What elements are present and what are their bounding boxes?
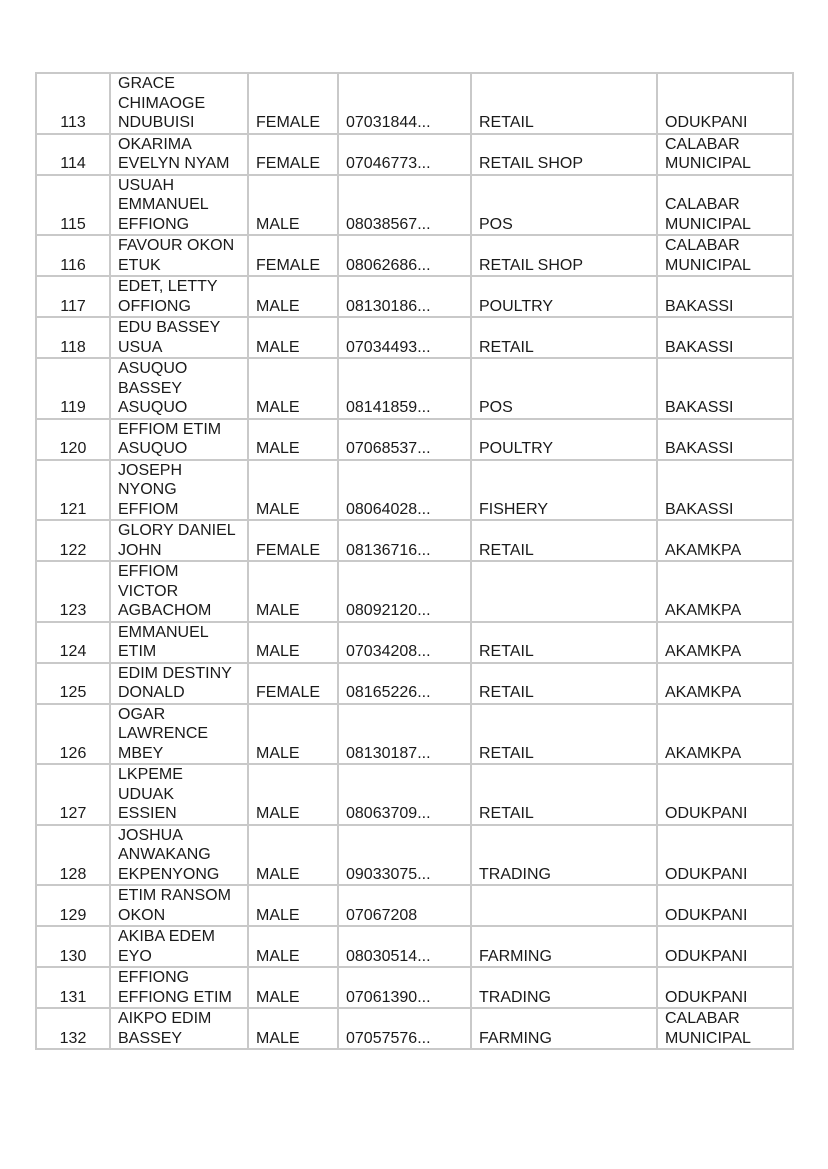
name-cell bbox=[110, 561, 248, 622]
phone-cell bbox=[338, 825, 471, 886]
lga-cell bbox=[657, 134, 793, 175]
table-row bbox=[36, 764, 793, 825]
business-cell-text: FARMING bbox=[479, 1029, 552, 1047]
phone-cell bbox=[338, 73, 471, 134]
lga-cell-text: AKAMKPA bbox=[665, 602, 742, 619]
lga-cell-text: ODUKPANI bbox=[665, 947, 748, 965]
lga-cell-text: CALABAR MUNICIPAL bbox=[665, 1010, 751, 1047]
lga-cell-text: BAKASSI bbox=[665, 338, 734, 356]
row-number-cell bbox=[36, 276, 110, 317]
name-cell bbox=[110, 235, 248, 276]
lga-cell-text: CALABAR MUNICIPAL bbox=[665, 196, 751, 233]
gender-cell-text: MALE bbox=[256, 602, 300, 619]
lga-cell bbox=[657, 235, 793, 276]
business-cell bbox=[471, 885, 657, 926]
table-row bbox=[36, 73, 793, 134]
row-number-cell bbox=[36, 825, 110, 886]
gender-cell bbox=[248, 663, 338, 704]
name-cell bbox=[110, 134, 248, 175]
business-cell-text: POS bbox=[479, 215, 513, 233]
phone-cell-text: 08062686... bbox=[346, 256, 431, 274]
name-cell-text: USUAH EMMANUEL EFFIONG bbox=[118, 176, 209, 233]
row-number-cell-text: 124 bbox=[59, 643, 87, 660]
lga-cell bbox=[657, 73, 793, 134]
lga-cell-text: AKAMKPA bbox=[665, 684, 742, 701]
lga-cell-text: BAKASSI bbox=[665, 297, 734, 315]
lga-cell bbox=[657, 764, 793, 825]
business-cell-text: FISHERY bbox=[479, 500, 549, 518]
beneficiary-table bbox=[35, 72, 794, 1050]
name-cell-text: ASUQUO BASSEY ASUQUO bbox=[118, 360, 188, 416]
name-cell bbox=[110, 704, 248, 765]
name-cell bbox=[110, 175, 248, 236]
row-number-cell-text: 123 bbox=[59, 602, 87, 619]
row-number-cell bbox=[36, 561, 110, 622]
table-row bbox=[36, 175, 793, 236]
phone-cell bbox=[338, 561, 471, 622]
row-number-cell bbox=[36, 134, 110, 175]
lga-cell-text: AKAMKPA bbox=[665, 643, 742, 660]
phone-cell-text: 07031844... bbox=[346, 114, 431, 131]
lga-cell bbox=[657, 520, 793, 561]
name-cell-text: ETIM RANSOM OKON bbox=[118, 887, 231, 924]
gender-cell-text: FEMALE bbox=[256, 684, 321, 701]
phone-cell bbox=[338, 460, 471, 521]
lga-cell bbox=[657, 317, 793, 358]
row-number-cell-text: 121 bbox=[59, 500, 87, 518]
business-cell bbox=[471, 134, 657, 175]
business-cell-text: RETAIL bbox=[479, 541, 534, 559]
business-cell bbox=[471, 276, 657, 317]
phone-cell-text: 08141859... bbox=[346, 399, 431, 416]
row-number-cell-text: 119 bbox=[60, 399, 86, 416]
phone-cell-text: 08064028... bbox=[346, 500, 431, 518]
lga-cell-text: BAKASSI bbox=[665, 500, 734, 518]
phone-cell bbox=[338, 419, 471, 460]
business-cell-text: RETAIL SHOP bbox=[479, 256, 584, 274]
business-cell-text: RETAIL bbox=[479, 744, 534, 762]
name-cell bbox=[110, 460, 248, 521]
business-cell bbox=[471, 520, 657, 561]
lga-cell-text: CALABAR MUNICIPAL bbox=[665, 237, 751, 274]
phone-cell bbox=[338, 235, 471, 276]
name-cell-text: GRACE CHIMAOGE NDUBUISI bbox=[118, 75, 206, 131]
business-cell bbox=[471, 358, 657, 419]
business-cell-text: RETAIL bbox=[479, 684, 534, 701]
name-cell-text: EFFIOM VICTOR AGBACHOM bbox=[118, 563, 212, 619]
row-number-cell bbox=[36, 663, 110, 704]
phone-cell-text: 08130186... bbox=[346, 297, 431, 315]
business-cell-text: RETAIL bbox=[479, 338, 534, 356]
gender-cell bbox=[248, 276, 338, 317]
business-cell bbox=[471, 825, 657, 886]
lga-cell bbox=[657, 175, 793, 236]
phone-cell bbox=[338, 520, 471, 561]
name-cell bbox=[110, 73, 248, 134]
lga-cell bbox=[657, 885, 793, 926]
business-cell bbox=[471, 622, 657, 663]
row-number-cell bbox=[36, 358, 110, 419]
phone-cell bbox=[338, 358, 471, 419]
business-cell bbox=[471, 967, 657, 1008]
lga-cell bbox=[657, 276, 793, 317]
lga-cell-text: AKAMKPA bbox=[665, 744, 742, 762]
phone-cell-text: 08165226... bbox=[346, 684, 431, 701]
row-number-cell bbox=[36, 235, 110, 276]
name-cell bbox=[110, 885, 248, 926]
gender-cell-text: MALE bbox=[256, 744, 300, 762]
gender-cell bbox=[248, 561, 338, 622]
name-cell-text: EFFIOM ETIM ASUQUO bbox=[118, 420, 222, 457]
gender-cell bbox=[248, 134, 338, 175]
lga-cell bbox=[657, 358, 793, 419]
name-cell bbox=[110, 317, 248, 358]
name-cell-text: AIKPO EDIM BASSEY bbox=[118, 1010, 212, 1047]
phone-cell-text: 07034208... bbox=[346, 643, 431, 660]
gender-cell bbox=[248, 235, 338, 276]
phone-cell bbox=[338, 885, 471, 926]
lga-cell bbox=[657, 663, 793, 704]
lga-cell-text: BAKASSI bbox=[665, 440, 734, 457]
phone-cell bbox=[338, 704, 471, 765]
row-number-cell bbox=[36, 460, 110, 521]
business-cell bbox=[471, 561, 657, 622]
business-cell bbox=[471, 1008, 657, 1049]
phone-cell bbox=[338, 1008, 471, 1049]
gender-cell-text: MALE bbox=[256, 1029, 300, 1047]
gender-cell bbox=[248, 520, 338, 561]
row-number-cell bbox=[36, 885, 110, 926]
table-row bbox=[36, 561, 793, 622]
phone-cell bbox=[338, 967, 471, 1008]
name-cell bbox=[110, 419, 248, 460]
gender-cell bbox=[248, 419, 338, 460]
name-cell-text: GLORY DANIEL JOHN bbox=[118, 522, 236, 559]
row-number-cell bbox=[36, 73, 110, 134]
phone-cell bbox=[338, 317, 471, 358]
gender-cell-text: FEMALE bbox=[256, 256, 321, 274]
gender-cell-text: FEMALE bbox=[256, 114, 321, 131]
lga-cell bbox=[657, 419, 793, 460]
phone-cell-text: 08030514... bbox=[346, 947, 431, 965]
lga-cell bbox=[657, 825, 793, 886]
name-cell bbox=[110, 520, 248, 561]
business-cell-text: RETAIL bbox=[479, 643, 534, 660]
gender-cell bbox=[248, 825, 338, 886]
row-number-cell bbox=[36, 764, 110, 825]
row-number-cell-text: 127 bbox=[59, 805, 87, 822]
gender-cell bbox=[248, 926, 338, 967]
table-row bbox=[36, 704, 793, 765]
name-cell-text: EFFIONG EFFIONG ETIM bbox=[118, 969, 232, 1006]
gender-cell-text: MALE bbox=[256, 906, 300, 924]
business-cell-text: RETAIL bbox=[479, 114, 534, 131]
business-cell-text: POS bbox=[479, 399, 513, 416]
phone-cell bbox=[338, 276, 471, 317]
gender-cell bbox=[248, 73, 338, 134]
lga-cell-text: ODUKPANI bbox=[665, 865, 748, 883]
phone-cell bbox=[338, 663, 471, 704]
gender-cell-text: MALE bbox=[256, 399, 300, 416]
name-cell-text: EDU BASSEY USUA bbox=[118, 319, 221, 356]
gender-cell-text: FEMALE bbox=[256, 155, 321, 172]
gender-cell bbox=[248, 764, 338, 825]
row-number-cell-text: 128 bbox=[59, 865, 87, 883]
row-number-cell-text: 129 bbox=[59, 906, 87, 924]
name-cell-text: OKARIMA EVELYN NYAM bbox=[118, 135, 230, 172]
business-cell-text: RETAIL SHOP bbox=[479, 155, 584, 172]
row-number-cell bbox=[36, 622, 110, 663]
name-cell-text: JOSEPH NYONG EFFIOM bbox=[118, 461, 183, 518]
phone-cell-text: 07034493... bbox=[346, 338, 431, 356]
phone-cell-text: 08130187... bbox=[346, 744, 431, 762]
business-cell bbox=[471, 764, 657, 825]
name-cell bbox=[110, 622, 248, 663]
business-cell bbox=[471, 704, 657, 765]
gender-cell-text: MALE bbox=[256, 988, 300, 1006]
gender-cell bbox=[248, 622, 338, 663]
row-number-cell-text: 120 bbox=[59, 440, 87, 457]
business-cell-text: RETAIL bbox=[479, 805, 534, 822]
gender-cell bbox=[248, 317, 338, 358]
table-row bbox=[36, 663, 793, 704]
business-cell bbox=[471, 460, 657, 521]
table-row bbox=[36, 622, 793, 663]
business-cell-text: TRADING bbox=[479, 865, 551, 883]
business-cell bbox=[471, 73, 657, 134]
business-cell bbox=[471, 175, 657, 236]
gender-cell-text: MALE bbox=[256, 500, 300, 518]
row-number-cell-text: 113 bbox=[60, 114, 86, 131]
row-number-cell-text: 114 bbox=[60, 155, 86, 172]
row-number-cell-text: 117 bbox=[60, 297, 86, 315]
business-cell bbox=[471, 317, 657, 358]
lga-cell bbox=[657, 704, 793, 765]
gender-cell bbox=[248, 358, 338, 419]
phone-cell bbox=[338, 764, 471, 825]
business-cell-text: POULTRY bbox=[479, 440, 554, 457]
phone-cell-text: 08092120... bbox=[346, 602, 431, 619]
business-cell bbox=[471, 419, 657, 460]
phone-cell-text: 07057576... bbox=[346, 1029, 431, 1047]
name-cell-text: EDIM DESTINY DONALD bbox=[118, 664, 232, 701]
business-cell bbox=[471, 235, 657, 276]
lga-cell bbox=[657, 926, 793, 967]
phone-cell-text: 07061390... bbox=[346, 988, 431, 1006]
gender-cell bbox=[248, 967, 338, 1008]
phone-cell-text: 07046773... bbox=[346, 155, 431, 172]
name-cell bbox=[110, 764, 248, 825]
name-cell-text: EDET, LETTY OFFIONG bbox=[118, 278, 218, 315]
business-cell bbox=[471, 926, 657, 967]
row-number-cell-text: 126 bbox=[59, 744, 87, 762]
gender-cell-text: MALE bbox=[256, 338, 300, 356]
gender-cell bbox=[248, 175, 338, 236]
lga-cell-text: ODUKPANI bbox=[665, 114, 748, 131]
table-row bbox=[36, 926, 793, 967]
lga-cell bbox=[657, 967, 793, 1008]
row-number-cell-text: 132 bbox=[59, 1029, 87, 1047]
gender-cell bbox=[248, 885, 338, 926]
row-number-cell-text: 115 bbox=[60, 215, 86, 233]
row-number-cell bbox=[36, 419, 110, 460]
name-cell-text: LKPEME UDUAK ESSIEN bbox=[118, 766, 183, 822]
row-number-cell bbox=[36, 520, 110, 561]
name-cell bbox=[110, 1008, 248, 1049]
phone-cell bbox=[338, 926, 471, 967]
gender-cell bbox=[248, 1008, 338, 1049]
name-cell-text: JOSHUA ANWAKANG EKPENYONG bbox=[118, 826, 220, 883]
gender-cell-text: MALE bbox=[256, 297, 300, 315]
name-cell bbox=[110, 358, 248, 419]
row-number-cell-text: 130 bbox=[59, 947, 87, 965]
phone-cell bbox=[338, 622, 471, 663]
lga-cell bbox=[657, 561, 793, 622]
lga-cell bbox=[657, 460, 793, 521]
lga-cell bbox=[657, 622, 793, 663]
table-row bbox=[36, 825, 793, 886]
table-row bbox=[36, 235, 793, 276]
row-number-cell-text: 116 bbox=[60, 256, 86, 274]
name-cell bbox=[110, 825, 248, 886]
gender-cell bbox=[248, 460, 338, 521]
table-row bbox=[36, 317, 793, 358]
table-row bbox=[36, 460, 793, 521]
row-number-cell-text: 125 bbox=[59, 684, 87, 701]
row-number-cell-text: 131 bbox=[59, 988, 87, 1006]
lga-cell-text: ODUKPANI bbox=[665, 906, 748, 924]
name-cell bbox=[110, 967, 248, 1008]
table-row bbox=[36, 276, 793, 317]
row-number-cell bbox=[36, 926, 110, 967]
lga-cell-text: ODUKPANI bbox=[665, 805, 748, 822]
lga-cell bbox=[657, 1008, 793, 1049]
gender-cell-text: MALE bbox=[256, 947, 300, 965]
name-cell-text: FAVOUR OKON ETUK bbox=[118, 237, 235, 274]
lga-cell-text: ODUKPANI bbox=[665, 988, 748, 1006]
name-cell-text: EMMANUEL ETIM bbox=[118, 623, 209, 660]
business-cell-text: POULTRY bbox=[479, 297, 554, 315]
phone-cell-text: 07068537... bbox=[346, 440, 431, 457]
name-cell-text: AKIBA EDEM EYO bbox=[118, 928, 215, 965]
business-cell-text: FARMING bbox=[479, 947, 552, 965]
row-number-cell bbox=[36, 1008, 110, 1049]
table-row bbox=[36, 967, 793, 1008]
phone-cell-text: 07067208 bbox=[346, 906, 418, 924]
gender-cell-text: FEMALE bbox=[256, 541, 321, 559]
table-row bbox=[36, 885, 793, 926]
gender-cell bbox=[248, 704, 338, 765]
row-number-cell-text: 122 bbox=[59, 541, 87, 559]
table-row bbox=[36, 419, 793, 460]
lga-cell-text: CALABAR MUNICIPAL bbox=[665, 135, 751, 172]
gender-cell-text: MALE bbox=[256, 865, 300, 883]
name-cell-text: OGAR LAWRENCE MBEY bbox=[118, 705, 209, 762]
row-number-cell bbox=[36, 317, 110, 358]
lga-cell-text: BAKASSI bbox=[665, 399, 734, 416]
row-number-cell-text: 118 bbox=[60, 338, 86, 356]
gender-cell-text: MALE bbox=[256, 440, 300, 457]
table-body bbox=[36, 73, 793, 1049]
name-cell bbox=[110, 276, 248, 317]
phone-cell-text: 08136716... bbox=[346, 541, 431, 559]
table-row bbox=[36, 134, 793, 175]
business-cell-text: TRADING bbox=[479, 988, 551, 1006]
phone-cell-text: 08038567... bbox=[346, 215, 431, 233]
table-row bbox=[36, 520, 793, 561]
phone-cell bbox=[338, 175, 471, 236]
gender-cell-text: MALE bbox=[256, 805, 300, 822]
business-cell bbox=[471, 663, 657, 704]
table-row bbox=[36, 358, 793, 419]
name-cell bbox=[110, 663, 248, 704]
gender-cell-text: MALE bbox=[256, 215, 300, 233]
phone-cell bbox=[338, 134, 471, 175]
gender-cell-text: MALE bbox=[256, 643, 300, 660]
row-number-cell bbox=[36, 704, 110, 765]
lga-cell-text: AKAMKPA bbox=[665, 541, 742, 559]
phone-cell-text: 09033075... bbox=[346, 865, 431, 883]
phone-cell-text: 08063709... bbox=[346, 805, 431, 822]
table-row bbox=[36, 1008, 793, 1049]
row-number-cell bbox=[36, 175, 110, 236]
name-cell bbox=[110, 926, 248, 967]
row-number-cell bbox=[36, 967, 110, 1008]
